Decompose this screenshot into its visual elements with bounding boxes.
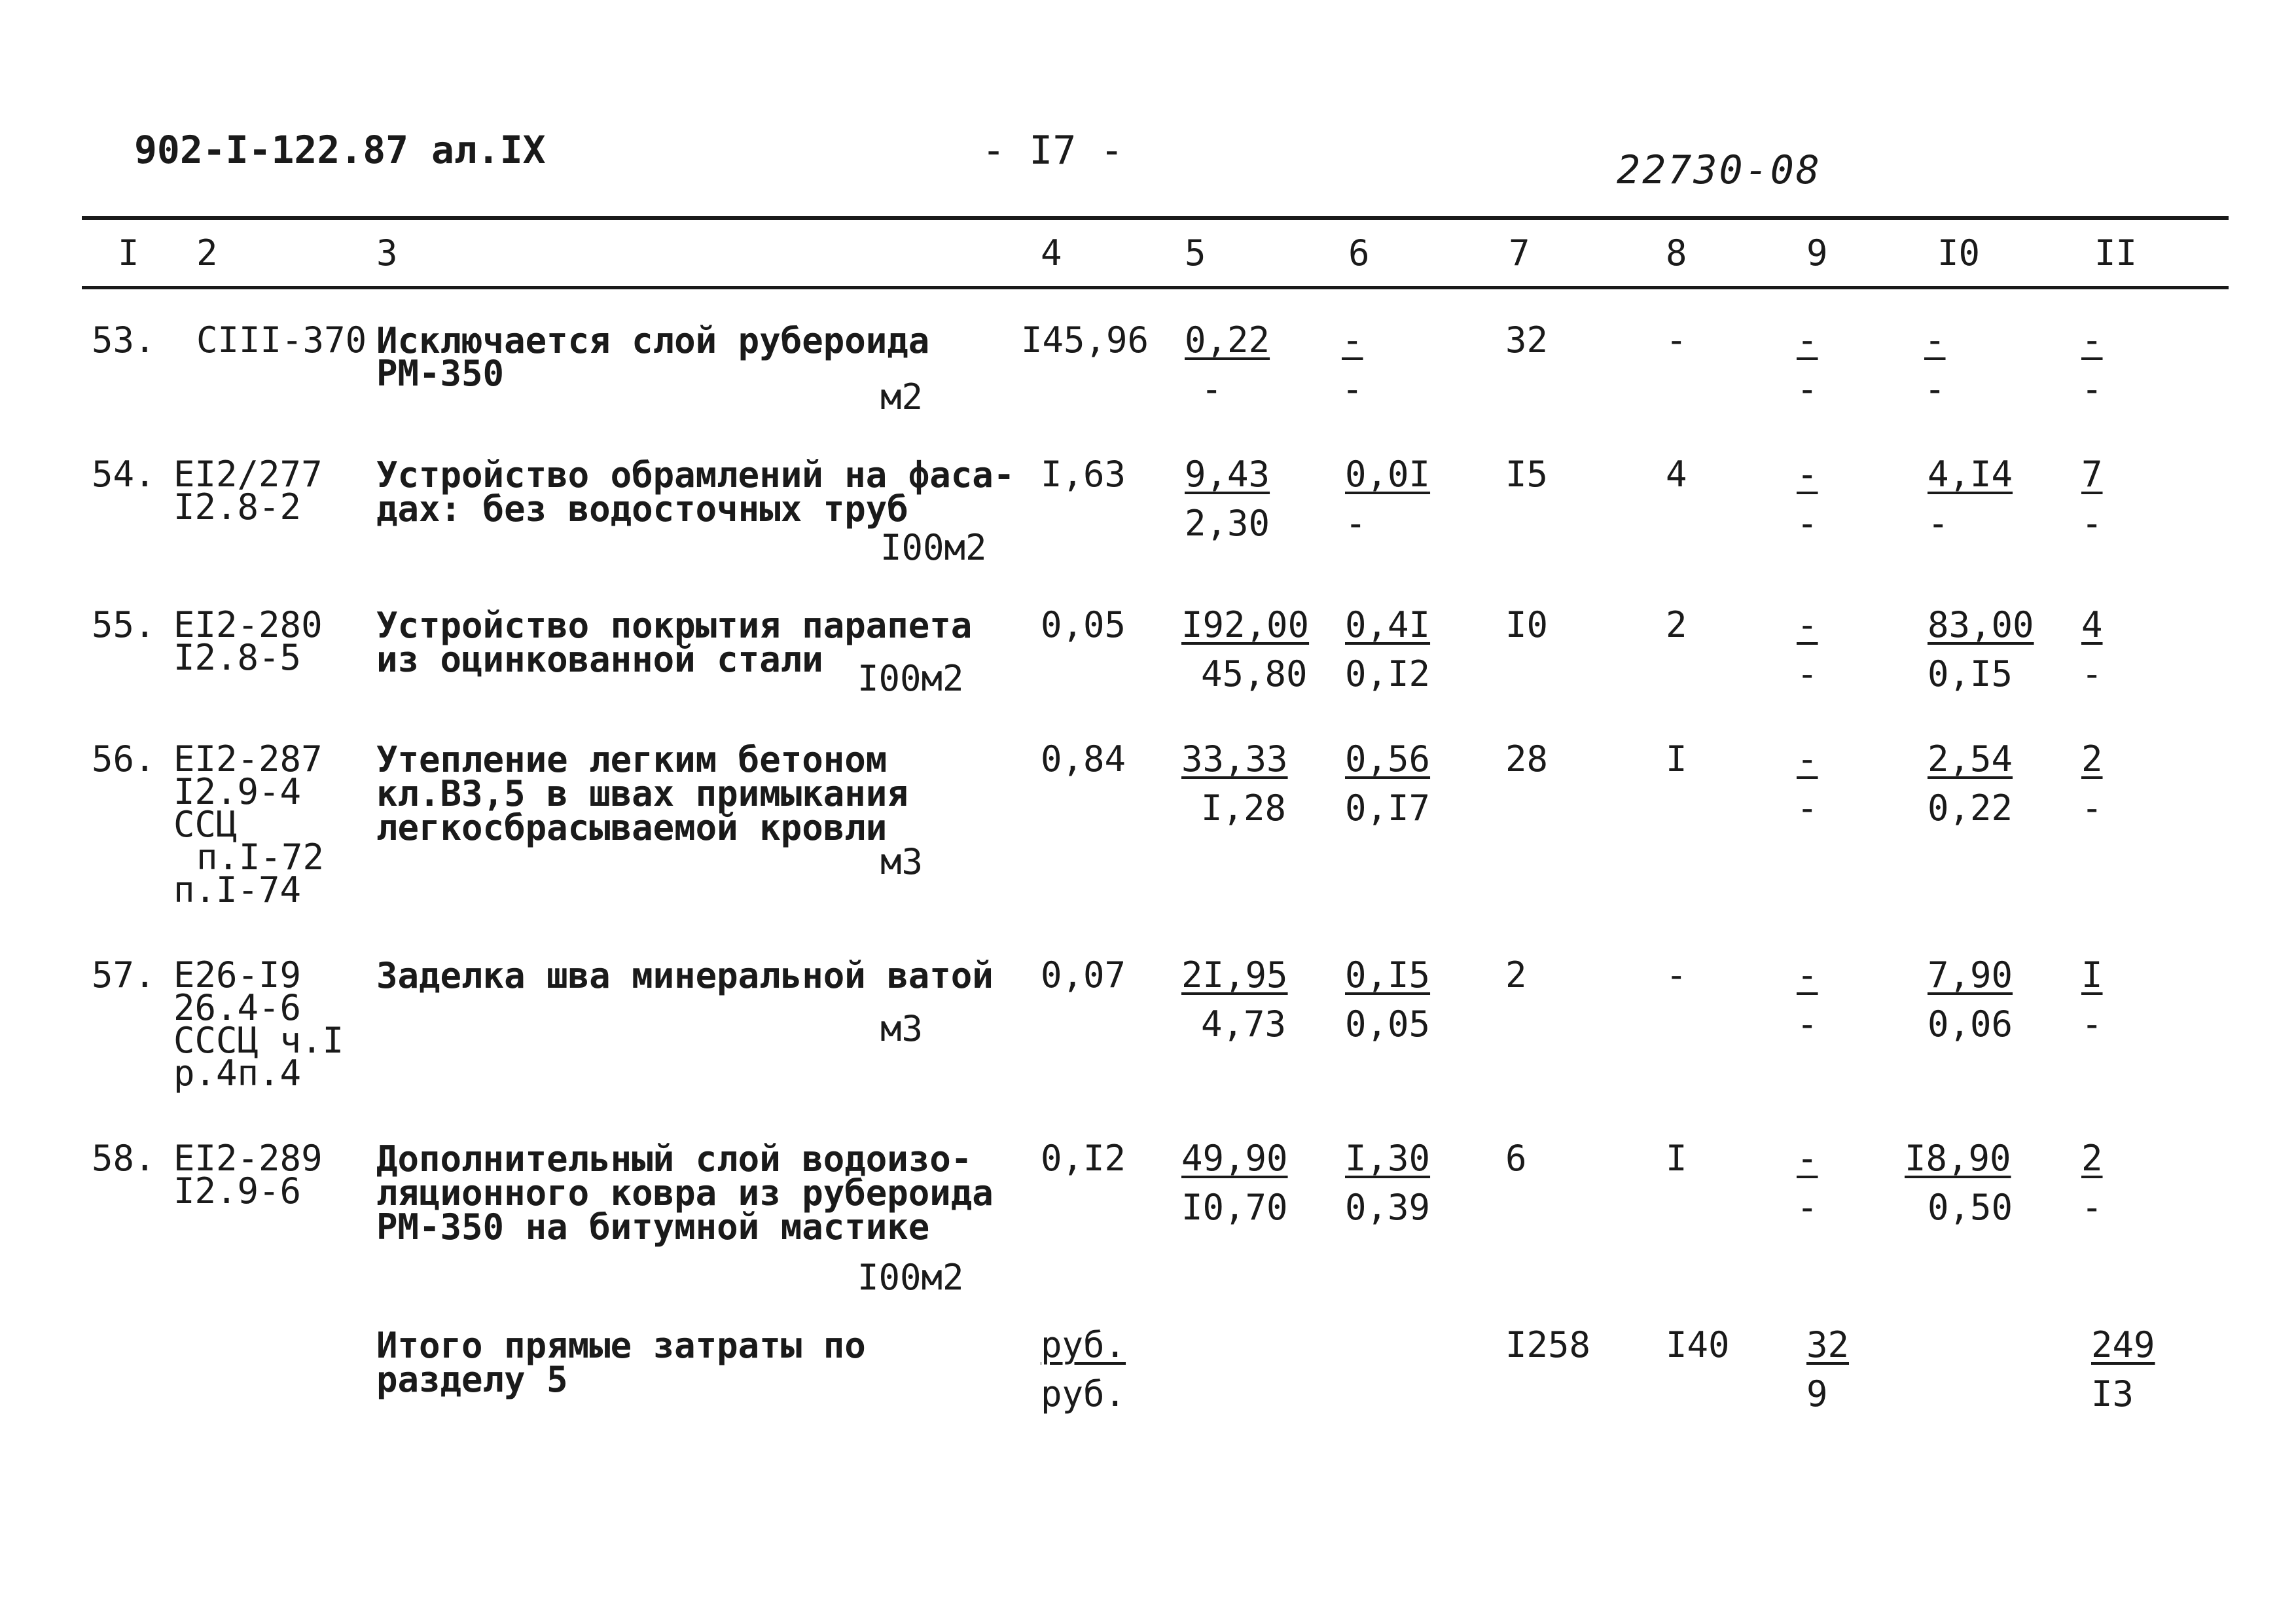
work-description: Утепление легким бетоном: [376, 739, 888, 780]
unit-cost-sub: I0,70: [1181, 1187, 1288, 1228]
labor-unit-sub: -: [1924, 369, 1946, 410]
work-description: Исключается слой рубероида: [376, 320, 930, 361]
labor-unit: 4,I4: [1928, 454, 2013, 495]
measure-unit: I00м2: [880, 527, 987, 568]
total-cost: 6: [1505, 1138, 1527, 1179]
col9-sub: -: [1797, 1187, 1818, 1228]
unit-cost: 33,33: [1181, 738, 1288, 780]
column-header: 9: [1806, 232, 1828, 274]
machine-cost: 0,56: [1345, 738, 1431, 780]
rate-code: EI2-280: [173, 604, 323, 645]
wage-cost: I: [1666, 738, 1687, 780]
row-number: 58.: [92, 1138, 156, 1179]
unit-cost: I92,00: [1181, 604, 1310, 645]
labor-total-sub: -: [2081, 653, 2103, 695]
column-header: 7: [1509, 232, 1530, 274]
work-description: РМ-350 на битумной мастике: [376, 1206, 930, 1248]
column-header: 5: [1185, 232, 1206, 274]
machine-cost: I,30: [1345, 1138, 1431, 1179]
labor-total: 2: [2081, 738, 2103, 780]
labor-unit: 7,90: [1928, 954, 2013, 996]
rate-code: СССЦ ч.I: [173, 1020, 344, 1061]
col9-sub: -: [1797, 369, 1818, 410]
total-col9: 32: [1806, 1324, 1850, 1365]
measure-unit: м3: [880, 841, 924, 882]
col9-value: -: [1797, 454, 1818, 495]
labor-total-sub: -: [2081, 787, 2103, 829]
col9-sub: -: [1797, 503, 1818, 544]
labor-unit: I8,90: [1905, 1138, 2011, 1179]
col9-value: -: [1797, 604, 1818, 645]
unit-cost-sub: I,28: [1201, 787, 1287, 829]
work-description: Дополнительный слой водоизо-: [376, 1138, 973, 1180]
col9-sub: -: [1797, 787, 1818, 829]
machine-cost-sub: 0,I2: [1345, 653, 1431, 695]
table-top-rule: [82, 216, 2229, 220]
total-col9-sub: 9: [1806, 1373, 1828, 1415]
column-header: 6: [1348, 232, 1370, 274]
labor-total-sub: -: [2081, 503, 2103, 544]
rate-code: I2.9-6: [173, 1170, 302, 1212]
rate-code: п.I-74: [173, 869, 302, 911]
wage-cost: I: [1666, 1138, 1687, 1179]
quantity: 0,I2: [1041, 1138, 1126, 1179]
machine-cost: 0,I5: [1345, 954, 1431, 996]
col9-sub: -: [1797, 653, 1818, 695]
wage-cost: -: [1666, 954, 1687, 996]
quantity: 0,84: [1041, 738, 1126, 780]
machine-cost-sub: -: [1345, 503, 1367, 544]
rate-code: I2.9-4: [173, 771, 302, 812]
col9-value: -: [1797, 1138, 1818, 1179]
col9-sub: -: [1797, 1003, 1818, 1045]
labor-unit-sub: 0,I5: [1928, 653, 2013, 695]
quantity: 0,07: [1041, 954, 1126, 996]
unit-cost-sub: 2,30: [1185, 503, 1270, 544]
work-description: РМ-350: [376, 353, 505, 394]
unit-cost-sub: 4,73: [1201, 1003, 1287, 1045]
rate-code: п.I-72: [196, 837, 325, 878]
rate-code: СIII-370: [196, 319, 367, 361]
work-description: дах: без водосточных труб: [376, 488, 908, 530]
rate-code: I2.8-5: [173, 637, 302, 678]
labor-total: 2: [2081, 1138, 2103, 1179]
archive-number: 22730-08: [1617, 147, 1821, 193]
rate-code: EI2/277: [173, 454, 323, 495]
measure-unit: I00м2: [857, 1257, 964, 1298]
rate-code: EI2-289: [173, 1138, 323, 1179]
machine-cost-sub: 0,05: [1345, 1003, 1431, 1045]
total-cost: I0: [1505, 604, 1549, 645]
machine-cost: 0,0I: [1345, 454, 1431, 495]
col9-value: -: [1797, 319, 1818, 361]
machine-cost: 0,4I: [1345, 604, 1431, 645]
total-labor-sub: I3: [2091, 1373, 2134, 1415]
row-number: 57.: [92, 954, 156, 996]
currency-label: руб.: [1041, 1373, 1126, 1415]
measure-unit: м2: [880, 376, 924, 418]
total-direct-cost: I258: [1505, 1324, 1591, 1365]
machine-cost-sub: 0,I7: [1345, 787, 1431, 829]
total-label: Итого прямые затраты по: [376, 1325, 866, 1366]
wage-cost: 2: [1666, 604, 1687, 645]
unit-cost: 0,22: [1185, 319, 1270, 361]
total-cost: 2: [1505, 954, 1527, 996]
work-description: Устройство обрамлений на фаса-: [376, 454, 1015, 496]
labor-total: 4: [2081, 604, 2103, 645]
labor-unit-sub: 0,22: [1928, 787, 2013, 829]
rate-code: р.4п.4: [173, 1053, 302, 1094]
labor-unit-sub: 0,50: [1928, 1187, 2013, 1228]
total-cost: I5: [1505, 454, 1549, 495]
labor-unit-sub: -: [1928, 503, 1949, 544]
unit-cost: 2I,95: [1181, 954, 1288, 996]
row-number: 55.: [92, 604, 156, 645]
labor-unit-sub: 0,06: [1928, 1003, 2013, 1045]
unit-cost-sub: 45,80: [1201, 653, 1308, 695]
quantity: I45,96: [1021, 319, 1149, 361]
unit-cost-sub: -: [1201, 369, 1223, 410]
measure-unit: I00м2: [857, 658, 964, 699]
page-number: - I7 -: [982, 128, 1124, 173]
rate-code: EI2-287: [173, 738, 323, 780]
rate-code: 26.4-6: [173, 987, 302, 1028]
table-header-rule: [82, 286, 2229, 289]
labor-unit: 83,00: [1928, 604, 2034, 645]
work-description: кл.В3,5 в швах примыкания: [376, 773, 908, 814]
currency-label: руб.: [1041, 1324, 1126, 1365]
labor-unit: -: [1924, 319, 1946, 361]
rate-code: I2.8-2: [173, 486, 302, 528]
total-wage: I40: [1666, 1324, 1730, 1365]
labor-total: -: [2081, 319, 2103, 361]
labor-total: 7: [2081, 454, 2103, 495]
labor-total-sub: -: [2081, 1187, 2103, 1228]
quantity: I,63: [1041, 454, 1126, 495]
unit-cost: 49,90: [1181, 1138, 1288, 1179]
col9-value: -: [1797, 954, 1818, 996]
machine-cost-sub: 0,39: [1345, 1187, 1431, 1228]
measure-unit: м3: [880, 1008, 924, 1049]
labor-unit: 2,54: [1928, 738, 2013, 780]
column-header: I: [118, 232, 139, 274]
unit-cost: 9,43: [1185, 454, 1270, 495]
total-label: разделу 5: [376, 1359, 568, 1400]
work-description: из оцинкованной стали: [376, 639, 823, 680]
column-header: I0: [1937, 232, 1981, 274]
wage-cost: 4: [1666, 454, 1687, 495]
column-header: 4: [1041, 232, 1062, 274]
column-header: II: [2094, 232, 2138, 274]
machine-cost: -: [1342, 319, 1363, 361]
quantity: 0,05: [1041, 604, 1126, 645]
total-cost: 28: [1505, 738, 1549, 780]
wage-cost: -: [1666, 319, 1687, 361]
labor-total-sub: -: [2081, 369, 2103, 410]
total-cost: 32: [1505, 319, 1549, 361]
machine-cost-sub: -: [1342, 369, 1363, 410]
row-number: 54.: [92, 454, 156, 495]
column-header: 3: [376, 232, 398, 274]
work-description: Заделка шва минеральной ватой: [376, 955, 994, 996]
labor-total-sub: -: [2081, 1003, 2103, 1045]
work-description: легкосбрасываемой кровли: [376, 807, 888, 848]
work-description: ляционного ковра из рубероида: [376, 1172, 994, 1214]
work-description: Устройство покрытия парапета: [376, 605, 973, 646]
column-header: 2: [196, 232, 218, 274]
column-header: 8: [1666, 232, 1687, 274]
labor-total: I: [2081, 954, 2103, 996]
total-labor: 249: [2091, 1324, 2155, 1365]
rate-code: Е26-I9: [173, 954, 302, 996]
col9-value: -: [1797, 738, 1818, 780]
rate-code: ССЦ: [173, 804, 238, 845]
row-number: 56.: [92, 738, 156, 780]
document-code: 902-I-122.87 ал.IX: [134, 128, 546, 172]
row-number: 53.: [92, 319, 156, 361]
